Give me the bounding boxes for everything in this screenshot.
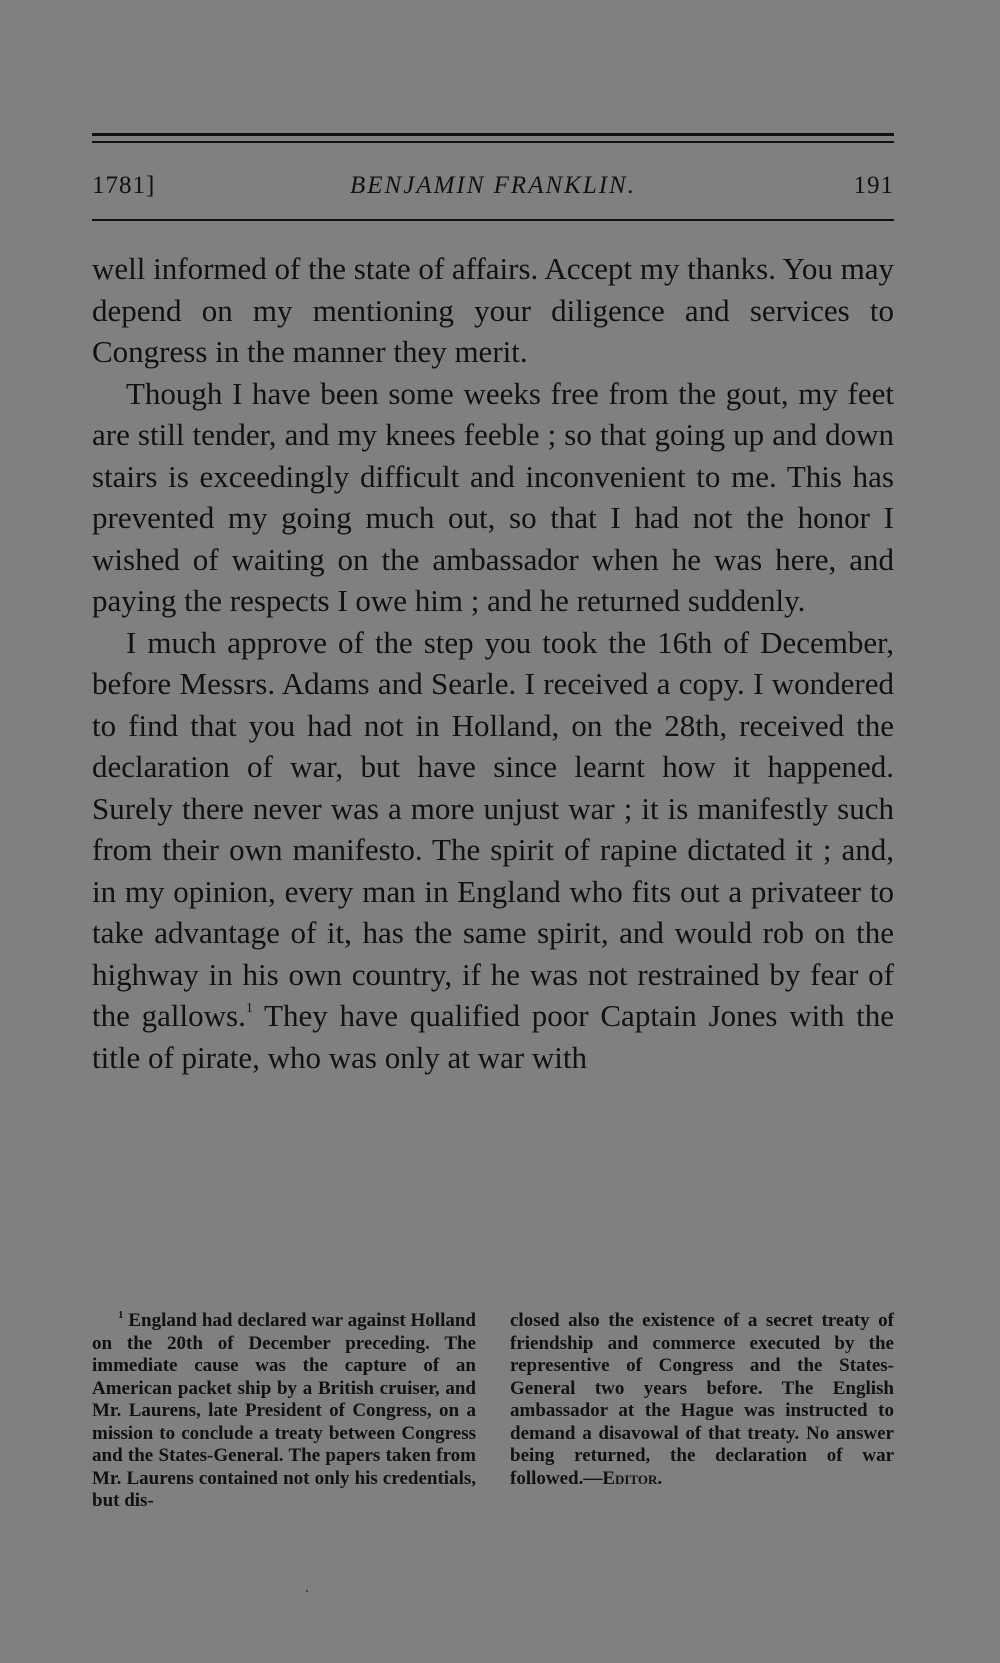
footnote-right-body: closed also the existence of a secret treaty of friendship and commerce executed by the representive of Congress and the States-General two years before. The English ambassador at the Hague was instructed to demand a disavowal of that treaty. No answer being returned, the declaration of war followed.— — [510, 1310, 894, 1489]
running-head-title: BENJAMIN FRANKLIN. — [350, 172, 636, 199]
paragraph-1: well informed of the state of affairs. Accept my thanks. You may depend on my mentioning your diligence and services to Congress in the manner they merit. — [92, 251, 894, 369]
paragraph-3-text-a: I much approve of the step you took the 16th of December, before Messrs. Adams and Searle. I received a copy. I wondered to find that you had not in Holland, on the 28th, received the declaration of war, but have since learnt how it happened. Surely there never was a more unjust war ; it is manifestly such from their own manifesto. The spirit of rapine dictated it ; and, in my opinion, every man in England who fits out a privateer to take advantage of it, has the same spirit, and would rob on the highway in his own country, if he was not restrained by fear of the gallows. — [92, 624, 894, 1033]
footnotes — [92, 1310, 894, 1550]
body-text — [92, 248, 894, 1078]
page-speck — [306, 1590, 308, 1592]
footnote-left-text — [92, 1310, 476, 1513]
header-rule-top-thin — [92, 141, 894, 143]
paragraph-3-text-b: They have qualified poor Captain Jones with the title of pirate, who was only at war with — [92, 998, 895, 1075]
running-head-year: 1781] — [92, 172, 156, 199]
header-rule-top — [92, 133, 894, 136]
paragraph-2: Though I have been some weeks free from the gout, my feet are still tender, and my knees feeble ; so that going up and down stairs is exceedingly difficult and inconvenient to me. This has prevented my going much out, so that I had not the honor I wished of waiting on the ambassador when he was here, and paying the respects I owe him ; and he returned suddenly. — [92, 375, 894, 618]
footnote-column-right — [510, 1310, 894, 1490]
page-number: 191 — [853, 172, 894, 199]
paragraph-3 — [92, 622, 894, 1079]
footnote-signature: Editor. — [602, 1467, 663, 1489]
header-rule-bottom — [92, 219, 894, 221]
footnote-mark: 1 — [118, 1309, 124, 1321]
footnote-reference: 1 — [245, 1001, 253, 1016]
footnote-column-left — [92, 1310, 476, 1513]
footnote-left-body: England had declared war against Holland on the 20th of December preceding. The immediate cause was the capture of an American packet ship by a British cruiser, and Mr. Laurens, late President of Congress, on a mission to conclude a treaty between Congress and the States-General. The papers taken from Mr. Laurens contained not only his credentials, but dis- — [92, 1310, 476, 1511]
running-head — [92, 166, 894, 206]
